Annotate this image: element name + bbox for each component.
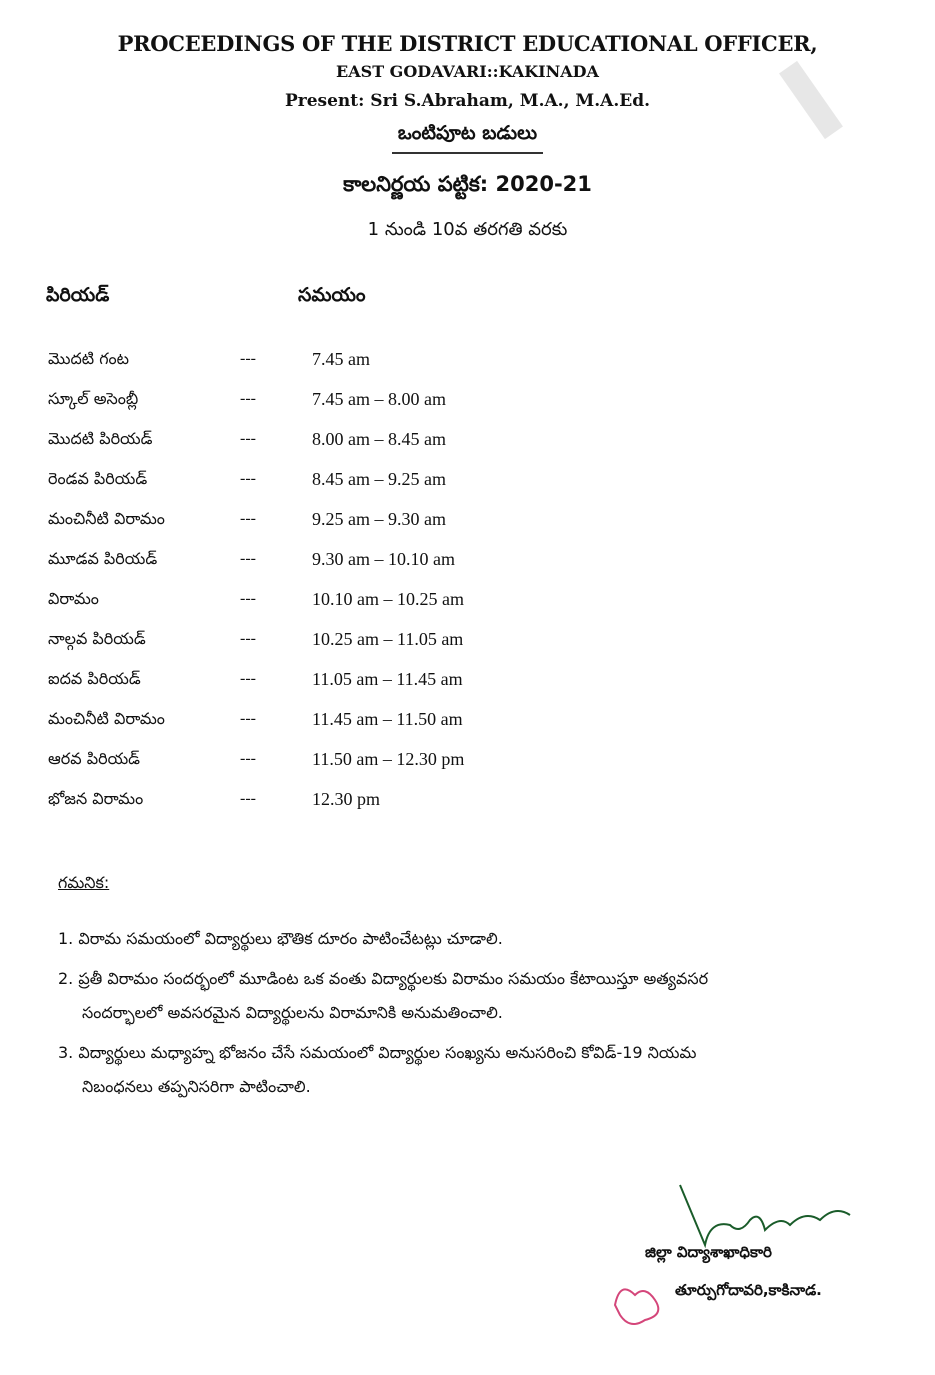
period-label: మొదటి గంట bbox=[48, 349, 129, 368]
period-label: మంచినీటి విరామం bbox=[48, 509, 165, 528]
notes-section bbox=[58, 870, 895, 1100]
separator-dash: --- bbox=[240, 670, 256, 687]
note-line: 2. ప్రతీ విరామం సందర్భంలో మూడింట ఒక వంతు విద్యార్థులకు విరామం సమయం కేటాయిస్తూ అత్యవసర bbox=[58, 969, 709, 988]
timetable-title: కాలనిర్ణయ పట్టిక: 2020-21 bbox=[343, 172, 592, 196]
time-range: 7.45 am – 8.00 am bbox=[312, 389, 446, 409]
period-label: మొదటి పిరియడ్ bbox=[48, 429, 153, 448]
column-headers bbox=[46, 280, 935, 310]
office-location: EAST GODAVARI::KAKINADA bbox=[336, 62, 599, 81]
time-range: 9.25 am – 9.30 am bbox=[312, 509, 446, 529]
notes-heading: గమనిక: bbox=[58, 873, 110, 892]
note-line: 1. విరామ సమయంలో విద్యార్థులు భౌతిక దూరం పాటించేటట్లు చూడాలి. bbox=[58, 929, 503, 948]
time-range: 7.45 am bbox=[312, 349, 370, 369]
period-label: మూడవ పిరియడ్ bbox=[48, 549, 158, 568]
separator-dash: --- bbox=[240, 430, 256, 447]
signatory-designation: జిల్లా విద్యాశాఖాధికారి bbox=[645, 1243, 772, 1261]
timetable-rows bbox=[48, 344, 935, 814]
time-range: 8.00 am – 8.45 am bbox=[312, 429, 446, 449]
time-range: 9.30 am – 10.10 am bbox=[312, 549, 455, 569]
time-range: 10.10 am – 10.25 am bbox=[312, 589, 464, 609]
separator-dash: --- bbox=[240, 350, 256, 367]
separator-dash: --- bbox=[240, 550, 256, 567]
separator-dash: --- bbox=[240, 390, 256, 407]
period-label: మంచినీటి విరామం bbox=[48, 709, 165, 728]
initials-stamp bbox=[605, 1275, 675, 1335]
separator-dash: --- bbox=[240, 470, 256, 487]
subject-heading bbox=[0, 118, 935, 154]
period-label: ఐదవ పిరియడ్ bbox=[48, 669, 141, 688]
separator-dash: --- bbox=[240, 590, 256, 607]
time-range: 8.45 am – 9.25 am bbox=[312, 469, 446, 489]
period-label: రెండవ పిరియడ్ bbox=[48, 469, 148, 488]
separator-dash: --- bbox=[240, 630, 256, 647]
separator-dash: --- bbox=[240, 790, 256, 807]
subject-text: ఒంటిపూట బడులు bbox=[392, 118, 543, 154]
classes-range: 1 నుండి 10వ తరగతి వరకు bbox=[367, 219, 568, 240]
note-line: సందర్భాలలో అవసరమైన విద్యార్థులను విరామానికి అనుమతించాలి. bbox=[82, 1003, 503, 1022]
period-label: స్కూల్ అసెంబ్లీ bbox=[48, 389, 139, 408]
period-label: ఆరవ పిరియడ్ bbox=[48, 749, 140, 768]
note-line: 3. విద్యార్థులు మధ్యాహ్న భోజనం చేసే సమయంలో విద్యార్థుల సంఖ్యను అనుసరించి కోవిడ్-19 నియమ bbox=[58, 1043, 697, 1062]
time-range: 11.50 am – 12.30 pm bbox=[312, 749, 465, 769]
document-title: PROCEEDINGS OF THE DISTRICT EDUCATIONAL OFFICER, bbox=[117, 31, 818, 56]
column-header-period: పిరియడ్ bbox=[46, 284, 110, 306]
period-label: విరామం bbox=[48, 589, 99, 608]
period-label: భోజన విరామం bbox=[48, 789, 144, 808]
separator-dash: --- bbox=[240, 750, 256, 767]
time-range: 11.05 am – 11.45 am bbox=[312, 669, 463, 689]
signature-block bbox=[600, 1180, 935, 1302]
period-label: నాల్గవ పిరియడ్ bbox=[48, 629, 146, 648]
signatory-place: తూర్పుగోదావరి,కాకినాడ. bbox=[675, 1281, 822, 1299]
note-line: నిబంధనలు తప్పనిసరిగా పాటించాలి. bbox=[82, 1077, 311, 1096]
time-range: 11.45 am – 11.50 am bbox=[312, 709, 463, 729]
separator-dash: --- bbox=[240, 710, 256, 727]
time-range: 10.25 am – 11.05 am bbox=[312, 629, 464, 649]
column-header-time: సమయం bbox=[298, 284, 366, 306]
separator-dash: --- bbox=[240, 510, 256, 527]
present-officer: Present: Sri S.Abraham, M.A., M.A.Ed. bbox=[284, 91, 651, 111]
time-range: 12.30 pm bbox=[312, 789, 381, 809]
